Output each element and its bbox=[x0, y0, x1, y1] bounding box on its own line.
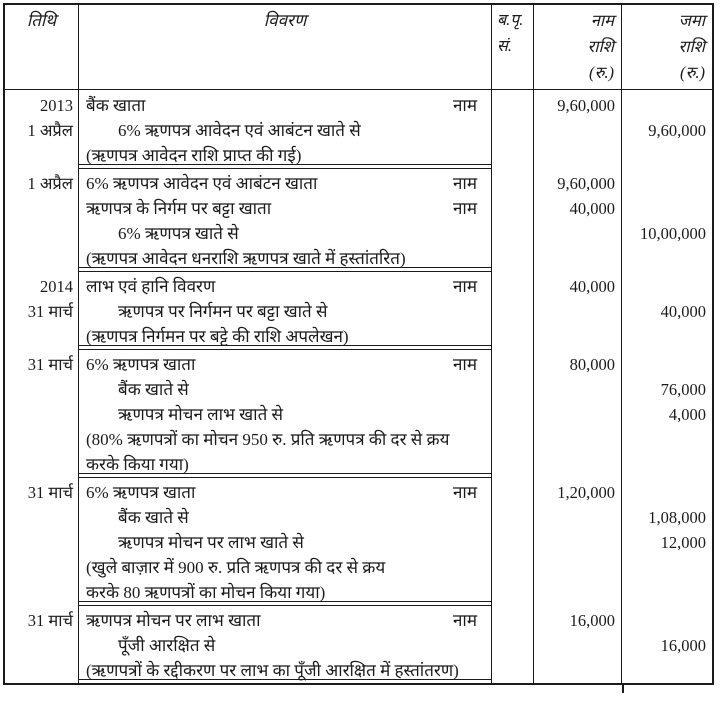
account-text: ऋणपत्र मोचन पर लाभ खाते से bbox=[118, 533, 304, 552]
header-debit-line1: नाम bbox=[590, 11, 614, 30]
debit-label: नाम bbox=[452, 96, 477, 115]
account-line bbox=[86, 118, 485, 143]
credit-amount bbox=[622, 452, 706, 477]
header-folio bbox=[492, 5, 534, 89]
header-debit bbox=[534, 5, 622, 89]
account-line bbox=[86, 530, 485, 555]
debit-amount bbox=[534, 658, 615, 683]
spacer bbox=[271, 196, 453, 221]
account-text: 6% ऋणपत्र आवेदन एवं आबंटन खाते से bbox=[118, 121, 361, 140]
entry-date-text: 1 अप्रैल bbox=[27, 121, 73, 140]
header-particulars bbox=[79, 5, 492, 89]
entry-folio-cell bbox=[492, 271, 534, 349]
entry-folio-cell bbox=[492, 168, 534, 271]
entry-particulars-box bbox=[79, 349, 491, 474]
journal-table bbox=[3, 3, 714, 685]
debit-amount: 9,60,000 bbox=[557, 174, 615, 193]
debit-amount bbox=[534, 221, 615, 246]
narration-line bbox=[86, 143, 485, 168]
header-credit-line2: राशि bbox=[678, 37, 705, 56]
narration-line bbox=[86, 555, 485, 580]
account-line bbox=[86, 452, 485, 477]
entry-date-cell bbox=[5, 477, 79, 605]
debit-amount bbox=[534, 143, 615, 168]
credit-amount bbox=[622, 352, 706, 377]
entry-credit-cell bbox=[622, 477, 712, 605]
debit-amount bbox=[534, 530, 615, 555]
debit-amount bbox=[534, 555, 615, 580]
debit-amount bbox=[534, 246, 615, 271]
debit-label: नाम bbox=[452, 174, 477, 193]
debit-amount bbox=[534, 580, 615, 605]
credit-amount bbox=[622, 427, 706, 452]
debit-label: नाम bbox=[452, 611, 477, 630]
account-line bbox=[86, 505, 485, 530]
header-credit bbox=[622, 5, 712, 89]
spacer bbox=[145, 93, 453, 118]
credit-amount: 40,000 bbox=[660, 302, 706, 321]
account-line bbox=[86, 352, 485, 377]
account-text: ऋणपत्र मोचन लाभ खाते से bbox=[118, 405, 284, 424]
account-line bbox=[86, 402, 485, 427]
account-line bbox=[86, 480, 485, 505]
header-credit-line3: (रु.) bbox=[680, 63, 705, 82]
entry-credit-cell bbox=[622, 605, 712, 683]
header-date-label: तिथि bbox=[26, 11, 57, 30]
entry-date-text: 31 मार्च bbox=[27, 355, 73, 374]
header-debit-line3: (रु.) bbox=[589, 63, 614, 82]
credit-amount: 12,000 bbox=[660, 533, 706, 552]
entry-particulars-cell bbox=[79, 349, 492, 477]
journal-entry bbox=[5, 90, 712, 168]
account-text: (ऋणपत्र आवेदन धनराशि ऋणपत्र खाते में हस्तांतरित) bbox=[86, 249, 406, 268]
header-debit-line2: राशि bbox=[587, 37, 614, 56]
entry-date-cell bbox=[5, 271, 79, 349]
spacer bbox=[195, 480, 453, 505]
journal-entry bbox=[5, 477, 712, 605]
account-text: पूँजी आरक्षित से bbox=[118, 636, 216, 655]
entry-particulars-cell bbox=[79, 168, 492, 271]
entry-date-cell bbox=[5, 168, 79, 271]
entry-particulars-box bbox=[79, 605, 491, 680]
debit-amount bbox=[534, 402, 615, 427]
spacer bbox=[317, 171, 453, 196]
account-text: (80% ऋणपत्रों का मोचन 950 रु. प्रति ऋणपत्र की दर से क्रय bbox=[86, 430, 450, 449]
header-folio-line2: सं. bbox=[497, 38, 512, 55]
table-header-row bbox=[5, 5, 712, 90]
account-line bbox=[86, 608, 485, 633]
entry-credit-cell bbox=[622, 271, 712, 349]
debit-amount bbox=[534, 299, 615, 324]
account-line bbox=[86, 274, 485, 299]
header-particulars-label: विवरण bbox=[263, 11, 307, 30]
entry-folio-cell bbox=[492, 605, 534, 683]
spacer bbox=[195, 352, 453, 377]
entry-date-cell bbox=[5, 605, 79, 683]
debit-amount: 40,000 bbox=[569, 199, 615, 218]
account-text: ऋणपत्र पर निर्गमन पर बट्टा खाते से bbox=[118, 302, 328, 321]
credit-amount: 76,000 bbox=[660, 380, 706, 399]
debit-amount: 80,000 bbox=[569, 355, 615, 374]
spacer bbox=[261, 608, 453, 633]
account-text: ऋणपत्र मोचन पर लाभ खाता bbox=[86, 611, 261, 630]
entry-particulars-cell bbox=[79, 477, 492, 605]
credit-amount bbox=[622, 171, 706, 196]
account-text: लाभ एवं हानि विवरण bbox=[86, 277, 216, 296]
credit-amount bbox=[622, 480, 706, 505]
header-folio-line1: ब.पृ. bbox=[497, 12, 524, 29]
debit-label: नाम bbox=[452, 355, 477, 374]
entry-particulars-cell bbox=[79, 271, 492, 349]
narration-line bbox=[86, 246, 485, 271]
entry-particulars-box bbox=[79, 90, 491, 165]
entry-credit-cell bbox=[622, 349, 712, 477]
entry-date-text: 2014 bbox=[40, 277, 73, 296]
entry-debit-cell bbox=[534, 605, 622, 683]
credit-amount bbox=[622, 608, 706, 633]
entry-debit-cell bbox=[534, 271, 622, 349]
entry-debit-cell bbox=[534, 90, 622, 168]
entry-folio-cell bbox=[492, 90, 534, 168]
account-text: (खुले बाज़ार में 900 रु. प्रति ऋणपत्र की दर से क्रय bbox=[86, 558, 386, 577]
debit-label: नाम bbox=[452, 277, 477, 296]
debit-amount: 40,000 bbox=[569, 277, 615, 296]
credit-amount: 1,08,000 bbox=[648, 508, 706, 527]
account-line bbox=[86, 299, 485, 324]
journal-entry bbox=[5, 168, 712, 271]
entry-date-text: 31 मार्च bbox=[27, 611, 73, 630]
account-text: 6% ऋणपत्र खाता bbox=[86, 355, 196, 374]
entry-date-cell bbox=[5, 349, 79, 477]
account-line bbox=[86, 171, 485, 196]
spacer bbox=[215, 274, 453, 299]
entry-folio-cell bbox=[492, 477, 534, 605]
account-line bbox=[86, 633, 485, 658]
credit-amount bbox=[622, 93, 706, 118]
entry-credit-cell bbox=[622, 168, 712, 271]
account-text: (ऋणपत्र निर्गमन पर बट्टे की राशि अपलेखन) bbox=[86, 327, 349, 346]
debit-amount bbox=[534, 452, 615, 477]
entry-date-text: 31 मार्च bbox=[27, 302, 73, 321]
debit-amount bbox=[534, 377, 615, 402]
account-text: बैंक खाते से bbox=[118, 508, 189, 527]
credit-amount: 10,00,000 bbox=[640, 224, 706, 243]
entry-particulars-cell bbox=[79, 605, 492, 683]
header-credit-line1: जमा bbox=[678, 11, 705, 30]
account-line bbox=[86, 580, 485, 605]
entry-debit-cell bbox=[534, 477, 622, 605]
debit-amount bbox=[534, 505, 615, 530]
debit-label: नाम bbox=[452, 199, 477, 218]
credit-amount bbox=[622, 246, 706, 271]
account-text: 6% ऋणपत्र खाते से bbox=[118, 224, 239, 243]
journal-entry bbox=[5, 271, 712, 349]
account-text: बैंक खाता bbox=[86, 96, 146, 115]
debit-amount bbox=[534, 427, 615, 452]
credit-amount bbox=[622, 196, 706, 221]
entry-credit-cell bbox=[622, 90, 712, 168]
account-text: ऋणपत्र के निर्गम पर बट्टा खाता bbox=[86, 199, 272, 218]
debit-label: नाम bbox=[452, 483, 477, 502]
debit-amount: 9,60,000 bbox=[557, 96, 615, 115]
journal-entry bbox=[5, 349, 712, 477]
account-text: करके किया गया) bbox=[86, 455, 189, 474]
debit-amount bbox=[534, 633, 615, 658]
narration-line bbox=[86, 324, 485, 349]
entry-debit-cell bbox=[534, 349, 622, 477]
entry-debit-cell bbox=[534, 168, 622, 271]
credit-amount bbox=[622, 324, 706, 349]
narration-line bbox=[86, 658, 485, 683]
entry-date-text: 31 मार्च bbox=[27, 483, 73, 502]
entry-date-cell bbox=[5, 90, 79, 168]
header-date bbox=[5, 5, 79, 89]
credit-amount: 16,000 bbox=[660, 636, 706, 655]
account-text: बैंक खाते से bbox=[118, 380, 189, 399]
account-line bbox=[86, 377, 485, 402]
journal-entry bbox=[5, 605, 712, 683]
credit-amount: 4,000 bbox=[668, 405, 706, 424]
debit-amount bbox=[534, 118, 615, 143]
credit-amount: 9,60,000 bbox=[648, 121, 706, 140]
column-divider-tail bbox=[622, 684, 624, 693]
entry-particulars-box bbox=[79, 477, 491, 602]
entry-date-text: 2013 bbox=[40, 96, 73, 115]
debit-amount bbox=[534, 324, 615, 349]
account-text: 6% ऋणपत्र खाता bbox=[86, 483, 196, 502]
account-line bbox=[86, 221, 485, 246]
entry-date-text: 1 अप्रैल bbox=[27, 174, 73, 193]
account-line bbox=[86, 196, 485, 221]
account-text: 6% ऋणपत्र आवेदन एवं आबंटन खाता bbox=[86, 174, 318, 193]
credit-amount bbox=[622, 555, 706, 580]
entry-particulars-box bbox=[79, 271, 491, 346]
entry-particulars-box bbox=[79, 168, 491, 268]
credit-amount bbox=[622, 658, 706, 683]
credit-amount bbox=[622, 274, 706, 299]
entry-particulars-cell bbox=[79, 90, 492, 168]
account-text: (ऋणपत्र आवेदन राशि प्राप्त की गई) bbox=[86, 146, 302, 165]
entry-folio-cell bbox=[492, 349, 534, 477]
journal-rows bbox=[5, 90, 712, 683]
credit-amount bbox=[622, 143, 706, 168]
account-text: (ऋणपत्रों के रद्दीकरण पर लाभ का पूँजी आरक्षित में हस्तांतरण) bbox=[86, 661, 459, 680]
debit-amount: 1,20,000 bbox=[557, 483, 615, 502]
narration-line bbox=[86, 427, 485, 452]
account-text: करके 80 ऋणपत्रों का मोचन किया गया) bbox=[86, 583, 326, 602]
credit-amount bbox=[622, 580, 706, 605]
account-line bbox=[86, 93, 485, 118]
debit-amount: 16,000 bbox=[569, 611, 615, 630]
